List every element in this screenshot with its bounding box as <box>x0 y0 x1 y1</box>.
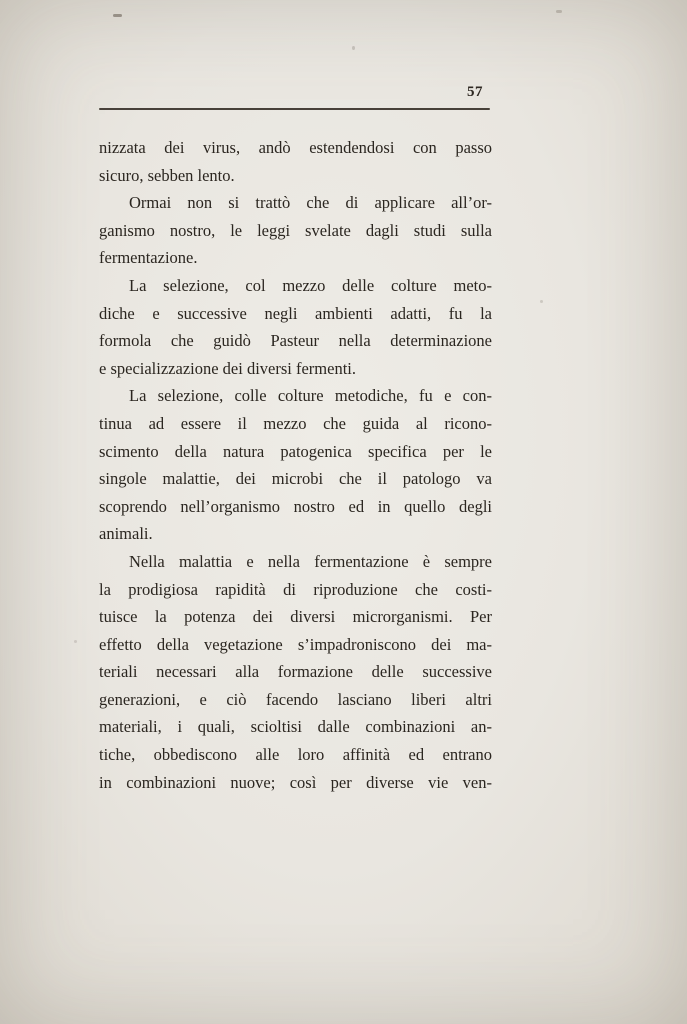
paragraph <box>99 548 492 796</box>
text-line: sicuro, sebben lento. <box>99 165 235 185</box>
text-line: la prodigiosa rapidità di riproduzione che costi- <box>99 579 492 599</box>
header-rule <box>99 108 490 110</box>
paragraph <box>99 382 492 548</box>
text-line: La selezione, colle colture metodiche, fu e con- <box>129 386 492 406</box>
text-line: teriali necessari alla formazione delle successive <box>99 662 492 682</box>
text-line: formola che guidò Pasteur nella determinazione <box>99 331 492 351</box>
text-line: fermentazione. <box>99 248 198 268</box>
text-line: singole malattie, dei microbi che il patologo va <box>99 469 492 489</box>
text-line: tinua ad essere il mezzo che guida al ricono- <box>99 413 492 433</box>
text-line: effetto della vegetazione s’impadroniscono dei ma- <box>99 634 492 654</box>
scan-artifact <box>113 14 122 17</box>
paragraph <box>99 134 492 189</box>
text-line: materiali, i quali, scioltisi dalle combinazioni an- <box>99 717 492 737</box>
text-line: scoprendo nell’organismo nostro ed in quello degli <box>99 496 492 516</box>
scan-artifact <box>556 10 562 13</box>
text-line: diche e successive negli ambienti adatti, fu la <box>99 303 492 323</box>
text-line: tuisce la potenza dei diversi microrganismi. Per <box>99 607 492 627</box>
paragraph <box>99 272 492 382</box>
page-number: 57 <box>467 84 483 100</box>
text-block <box>99 134 492 796</box>
text-line: ganismo nostro, le leggi svelate dagli studi sulla <box>99 220 492 240</box>
text-line: nizzata dei virus, andò estendendosi con passo <box>99 138 492 157</box>
text-line: e specializzazione dei diversi fermenti. <box>99 358 356 378</box>
text-line: tiche, obbediscono alle loro affinità ed entrano <box>99 745 492 765</box>
text-line: Nella malattia e nella fermentazione è sempre <box>129 551 492 571</box>
scan-artifact <box>540 300 543 303</box>
scan-artifact <box>352 46 355 50</box>
text-line: animali. <box>99 524 153 544</box>
text-line: generazioni, e ciò facendo lasciano liberi altri <box>99 689 492 709</box>
text-line: La selezione, col mezzo delle colture meto- <box>129 275 492 295</box>
text-line: in combinazioni nuove; così per diverse vie ven- <box>99 772 492 792</box>
paragraph <box>99 189 492 272</box>
page-header <box>99 84 490 110</box>
text-line: scimento della natura patogenica specifica per le <box>99 441 492 461</box>
scan-artifact <box>74 640 77 643</box>
text-line: Ormai non si trattò che di applicare all’or- <box>129 193 492 213</box>
